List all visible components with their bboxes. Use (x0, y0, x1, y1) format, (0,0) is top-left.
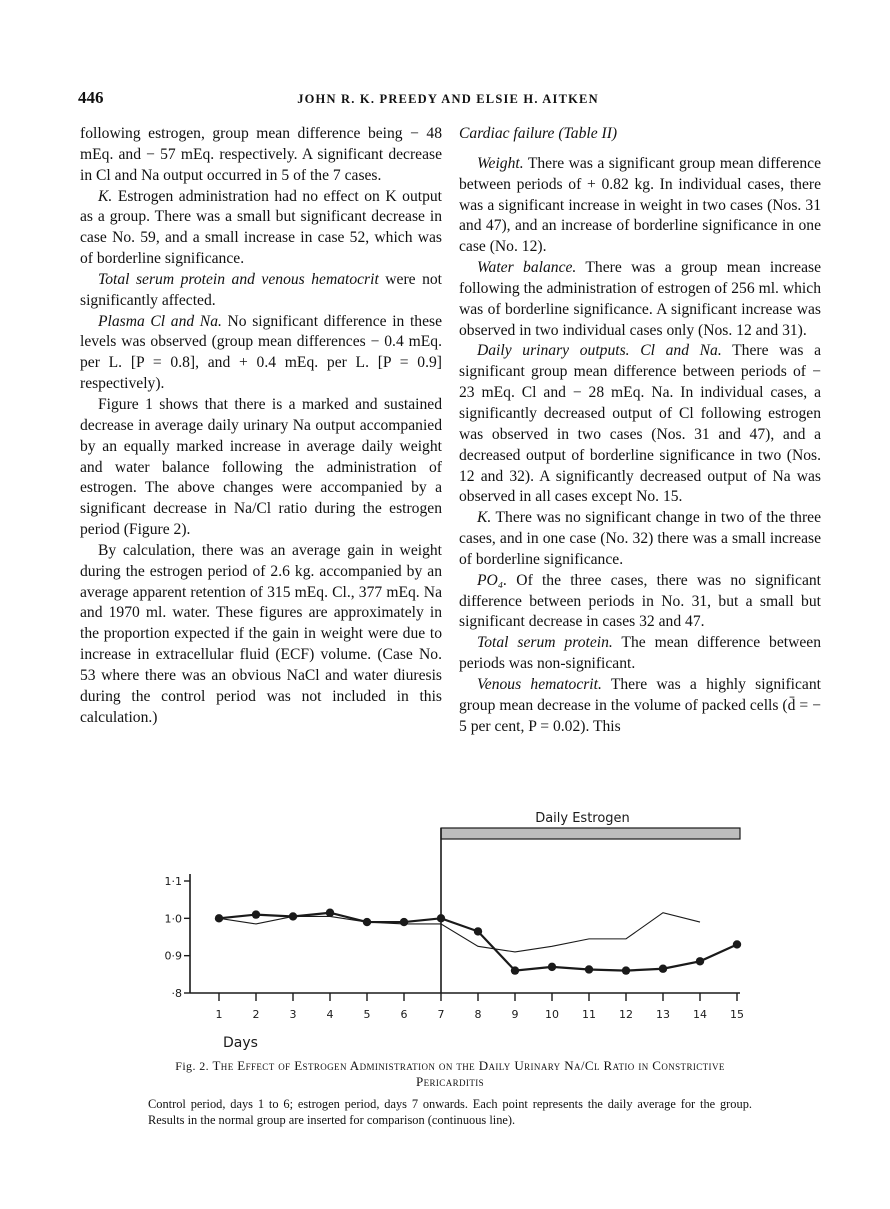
x-tick-label: 8 (474, 1008, 482, 1021)
paragraph-text: There was a group mean increase following the administration of estrogen of 256 ml. which was of borderline significance. A significant increase was observed in two individual cases only (Nos. 12 and 31). (459, 259, 821, 339)
data-point (585, 965, 593, 973)
data-point (437, 914, 445, 922)
paragraph: Figure 1 shows that there is a marked and sustained decrease in average daily urinary Na output accompanied by an equally marked increase in average daily weight and water balance following the administration of estrogen. The above changes were accompanied by a significant decrease in Na/Cl ratio during the estrogen period (Figure 2). (80, 395, 442, 539)
data-point (622, 966, 630, 974)
right-column (459, 124, 821, 737)
x-tick-label: 13 (656, 1008, 670, 1021)
paragraph-lead: Venous hematocrit. (477, 675, 602, 693)
figure-chart (140, 806, 760, 1056)
x-tick-label: 12 (619, 1008, 633, 1021)
paragraph (459, 571, 821, 634)
x-tick-label: 10 (545, 1008, 559, 1021)
running-header (78, 88, 818, 110)
y-tick-label: ·8 (171, 987, 182, 1000)
data-point (548, 963, 556, 971)
figure-caption (148, 1058, 752, 1090)
data-point (252, 910, 260, 918)
section-heading (459, 124, 821, 145)
data-point (659, 965, 667, 973)
figure-note: Control period, days 1 to 6; estrogen period, days 7 onwards. Each point represents the daily average for the group. Results in the normal group are inserted for comparison (continuous line). (148, 1097, 752, 1128)
paragraph-text: There was no significant change in two of the three cases, and in one case (No. 32) there was a small increase of borderline significance. (459, 509, 821, 568)
paragraph-text: Estrogen administration had no effect on K output as a group. There was a small but significant decrease in case No. 59, and a small increase in case 52, which was of borderline significance. (80, 187, 442, 268)
paragraph (459, 633, 821, 675)
paragraph-text: There was a significant group mean difference between periods of + 0.82 kg. In individual cases, there was a significant increase in weight in two cases (Nos. 31 and 47), and an increase of borderline significance in one case (No. 12). (459, 154, 821, 256)
left-column (80, 124, 442, 728)
data-point (733, 940, 741, 948)
paragraph (459, 508, 821, 571)
x-axis-label: Days (223, 1035, 258, 1051)
x-tick-label: 11 (582, 1008, 596, 1021)
paragraph (80, 187, 442, 270)
y-tick-label: 1·0 (164, 912, 182, 926)
paragraph-lead: Plasma Cl and Na. (98, 312, 222, 330)
paragraph-lead: Water balance. (477, 259, 577, 277)
paragraph-lead: Total serum protein. (477, 634, 613, 652)
paragraph: By calculation, there was an average gain in weight during the estrogen period of 2.6 kg. accompanied by an average apparent retention of 315 mEq. Cl., 377 mEq. Na and 1970 ml. water. These figures are approximately in the proportion expected if the gain in weight were due to increase in extracellular fluid (ECF) volume. (Case No. 53 where there was an obvious NaCl and water diuresis during the control period was not included in this calculation.) (80, 541, 442, 726)
estrogen-period-bar (441, 828, 740, 839)
data-point (474, 927, 482, 935)
x-tick-label: 3 (289, 1008, 297, 1021)
data-point (400, 918, 408, 926)
paragraph-lead: PO₄. (477, 571, 508, 589)
x-tick-label: 15 (730, 1008, 744, 1021)
paragraph-text: Of the three cases, there was no significant difference between periods in No. 31, but a small but significant decrease in cases 32 and 47. (459, 571, 821, 631)
paragraph: following estrogen, group mean difference being − 48 mEq. and − 57 mEq. respectively. A significant decrease in Cl and Na output occurred in 5 of the 7 cases. (80, 125, 442, 184)
running-head: JOHN R. K. PREEDY AND ELSIE H. AITKEN (297, 92, 599, 106)
paragraph-lead: Total serum protein and venous hematocrit (98, 270, 379, 288)
paragraph-text: No significant difference in these levels was observed (group mean differences − 0.4 mEq. per L. [P = 0.8], and + 0.4 mEq. per L. [P = 0.9] respectively). (80, 312, 442, 393)
paragraph-text: were not significantly affected. (80, 270, 442, 309)
paragraph-text: There was a highly significant group mean decrease in the volume of packed cells (d̄ = − 5 per cent, P = 0.02). This (459, 675, 821, 735)
x-tick-label: 5 (363, 1008, 371, 1021)
figure-title: The Effect of Estrogen Administration on the Daily Urinary Na/Cl Ratio in Constrictive Pericarditis (212, 1058, 725, 1089)
data-point (326, 909, 334, 917)
paragraph-lead: Weight. (477, 154, 524, 172)
section-heading-text: Cardiac failure (459, 125, 555, 142)
section-heading-ref: (Table II) (558, 125, 618, 142)
x-tick-label: 1 (215, 1008, 223, 1021)
paragraph-lead: K. (477, 509, 492, 527)
chart-svg (140, 806, 760, 1056)
estrogen-annotation: Daily Estrogen (535, 811, 630, 826)
y-tick-label: 1·1 (164, 875, 182, 888)
paragraph (459, 341, 821, 508)
paragraph (80, 312, 442, 395)
x-tick-label: 4 (326, 1008, 334, 1021)
y-tick-label: 0·9 (164, 949, 182, 963)
series-line-constrictive (219, 913, 737, 971)
paragraph-lead: K. (98, 187, 113, 205)
x-tick-label: 9 (511, 1008, 519, 1021)
figure-label: Fig. 2. (175, 1059, 210, 1073)
paragraph-lead: Daily urinary outputs. Cl and Na. (477, 342, 722, 360)
data-point (696, 957, 704, 965)
paragraph-text: There was a significant group mean difference between periods of − 23 mEq. Cl and − 28 mEq. Na. In individual cases, a significantly decreased output of Cl following estrogen was observed in two cases (Nos. 31 and 47), and a decreased output of borderline significance in two (Nos. 12 and 32). A significantly decreased output of Na was observed in all cases except No. 15. (459, 342, 821, 506)
page-number: 446 (78, 88, 104, 107)
paragraph (459, 154, 821, 258)
x-tick-label: 14 (693, 1008, 707, 1021)
x-tick-label: 6 (400, 1008, 408, 1021)
paragraph (80, 270, 442, 312)
paragraph (459, 258, 821, 341)
x-tick-label: 7 (437, 1008, 445, 1021)
paragraph-text: The mean difference between periods was non-significant. (459, 634, 822, 673)
x-tick-label: 2 (252, 1008, 260, 1021)
data-point (511, 966, 519, 974)
paragraph (459, 675, 821, 738)
